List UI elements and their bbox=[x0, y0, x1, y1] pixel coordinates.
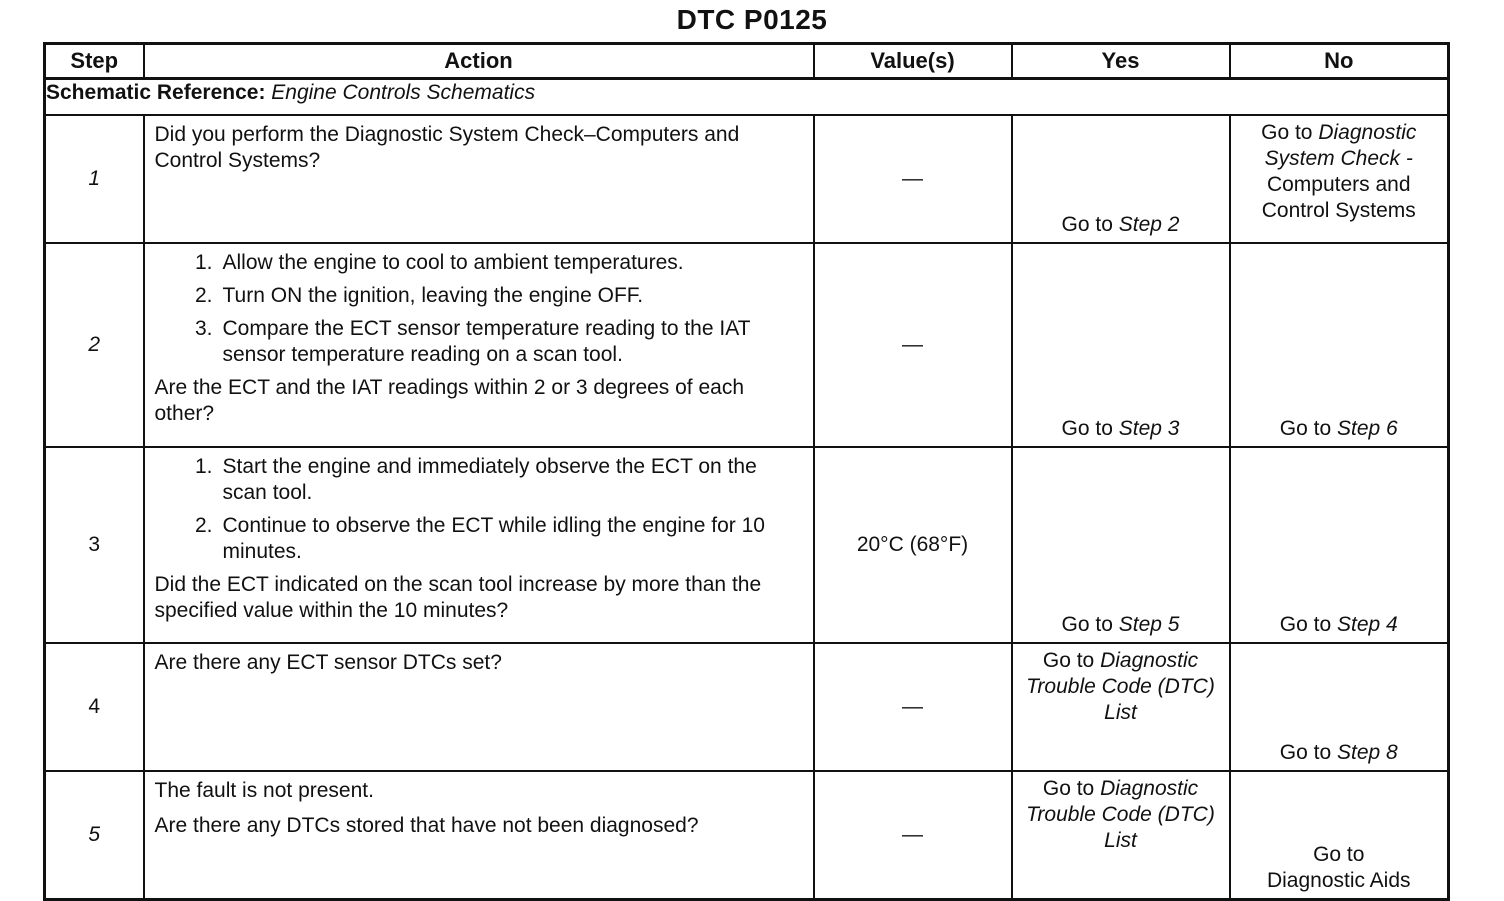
action-step-number: 2. bbox=[194, 514, 213, 537]
action-step-text: Allow the engine to cool to ambient temperatures. bbox=[222, 251, 684, 274]
action-step-number: 3. bbox=[194, 317, 213, 340]
no-cell bbox=[1230, 771, 1449, 900]
no-cell bbox=[1230, 447, 1449, 643]
action-cell bbox=[144, 243, 814, 447]
step-number: 1 bbox=[45, 115, 144, 243]
no-prefix: Go to bbox=[1313, 843, 1365, 866]
step-number: 4 bbox=[45, 643, 144, 771]
schematic-reference-link[interactable]: Engine Controls Schematics bbox=[271, 81, 536, 104]
action-question: Are there any DTCs stored that have not been diagnosed? bbox=[154, 814, 699, 837]
action-step-number: 2. bbox=[194, 284, 213, 307]
value-cell: — bbox=[814, 643, 1012, 771]
no-cell bbox=[1230, 643, 1449, 771]
header-step: Step bbox=[45, 44, 144, 79]
header-no: No bbox=[1230, 44, 1449, 79]
no-prefix: Go to bbox=[1279, 613, 1332, 636]
diagnostic-table bbox=[43, 42, 1450, 901]
action-step-number: 1. bbox=[194, 455, 213, 478]
value-cell: — bbox=[814, 243, 1012, 447]
action-step bbox=[155, 250, 805, 276]
yes-prefix: Go to bbox=[1061, 613, 1113, 636]
value-cell: 20°C (68°F) bbox=[814, 447, 1012, 643]
no-prefix: Go to bbox=[1261, 121, 1313, 144]
action-step-text: Turn ON the ignition, leaving the engine OFF. bbox=[222, 284, 644, 307]
yes-prefix: Go to bbox=[1061, 417, 1113, 440]
yes-cell bbox=[1012, 243, 1230, 447]
action-cell bbox=[144, 115, 814, 243]
schematic-reference-row bbox=[45, 79, 1449, 116]
no-cell bbox=[1230, 115, 1449, 243]
action-question: Are the ECT and the IAT readings within 2 or 3 degrees of each other? bbox=[154, 376, 745, 425]
header-action: Action bbox=[144, 44, 814, 79]
step-number: 5 bbox=[45, 771, 144, 900]
table-row bbox=[45, 643, 1449, 771]
action-step-text: Compare the ECT sensor temperature reading to the IAT sensor temperature reading on a scan tool. bbox=[222, 317, 751, 366]
action-step-text: Continue to observe the ECT while idling the engine for 10 minutes. bbox=[222, 514, 765, 563]
no-prefix: Go to bbox=[1279, 417, 1332, 440]
no-cell bbox=[1230, 243, 1449, 447]
action-text: Did you perform the Diagnostic System Check–Computers and Control Systems? bbox=[154, 123, 740, 172]
yes-prefix: Go to bbox=[1042, 777, 1095, 800]
no-link[interactable]: Diagnostic Aids bbox=[1266, 869, 1411, 892]
step-number: 2 bbox=[45, 243, 144, 447]
yes-cell bbox=[1012, 643, 1230, 771]
action-text: Are there any ECT sensor DTCs set? bbox=[154, 651, 502, 674]
page-title: DTC P0125 bbox=[676, 4, 828, 35]
yes-link[interactable]: Diagnostic Trouble Code (DTC) List bbox=[1026, 777, 1215, 852]
schematic-reference bbox=[45, 79, 1449, 116]
no-link[interactable]: Step 8 bbox=[1337, 741, 1398, 764]
value-cell: — bbox=[814, 115, 1012, 243]
yes-link[interactable]: Diagnostic Trouble Code (DTC) List bbox=[1026, 649, 1215, 724]
action-step bbox=[155, 283, 805, 309]
header-values: Value(s) bbox=[814, 44, 1012, 79]
action-steps bbox=[155, 454, 805, 565]
no-link[interactable]: Diagnostic System Check - bbox=[1264, 121, 1417, 170]
yes-cell bbox=[1012, 771, 1230, 900]
header-yes: Yes bbox=[1012, 44, 1230, 79]
action-step bbox=[155, 316, 805, 368]
schematic-reference-label: Schematic Reference: bbox=[46, 81, 266, 104]
action-step-text: Start the engine and immediately observe the ECT on the scan tool. bbox=[222, 455, 757, 504]
yes-prefix: Go to bbox=[1061, 213, 1113, 236]
no-link[interactable]: Step 6 bbox=[1337, 417, 1398, 440]
yes-cell bbox=[1012, 447, 1230, 643]
yes-prefix: Go to bbox=[1042, 649, 1095, 672]
table-row bbox=[45, 243, 1449, 447]
yes-link[interactable]: Step 3 bbox=[1118, 417, 1180, 440]
table-row bbox=[45, 447, 1449, 643]
action-cell bbox=[144, 771, 814, 900]
action-text: The fault is not present. bbox=[154, 779, 374, 802]
yes-link[interactable]: Step 2 bbox=[1118, 213, 1180, 236]
table-row bbox=[45, 771, 1449, 900]
action-question: Did the ECT indicated on the scan tool increase by more than the specified value within the 10 minutes? bbox=[154, 573, 762, 622]
yes-link[interactable]: Step 5 bbox=[1118, 613, 1180, 636]
value-cell: — bbox=[814, 771, 1012, 900]
action-steps bbox=[155, 250, 805, 368]
header-row bbox=[45, 44, 1449, 79]
action-step-number: 1. bbox=[194, 251, 213, 274]
no-suffix: Computers and Control Systems bbox=[1261, 173, 1416, 222]
no-prefix: Go to bbox=[1279, 741, 1332, 764]
action-step bbox=[155, 513, 805, 565]
step-number: 3 bbox=[45, 447, 144, 643]
no-link[interactable]: Step 4 bbox=[1337, 613, 1398, 636]
action-step bbox=[155, 454, 805, 506]
action-cell bbox=[144, 447, 814, 643]
table-row bbox=[45, 115, 1449, 243]
yes-cell bbox=[1012, 115, 1230, 243]
action-cell bbox=[144, 643, 814, 771]
